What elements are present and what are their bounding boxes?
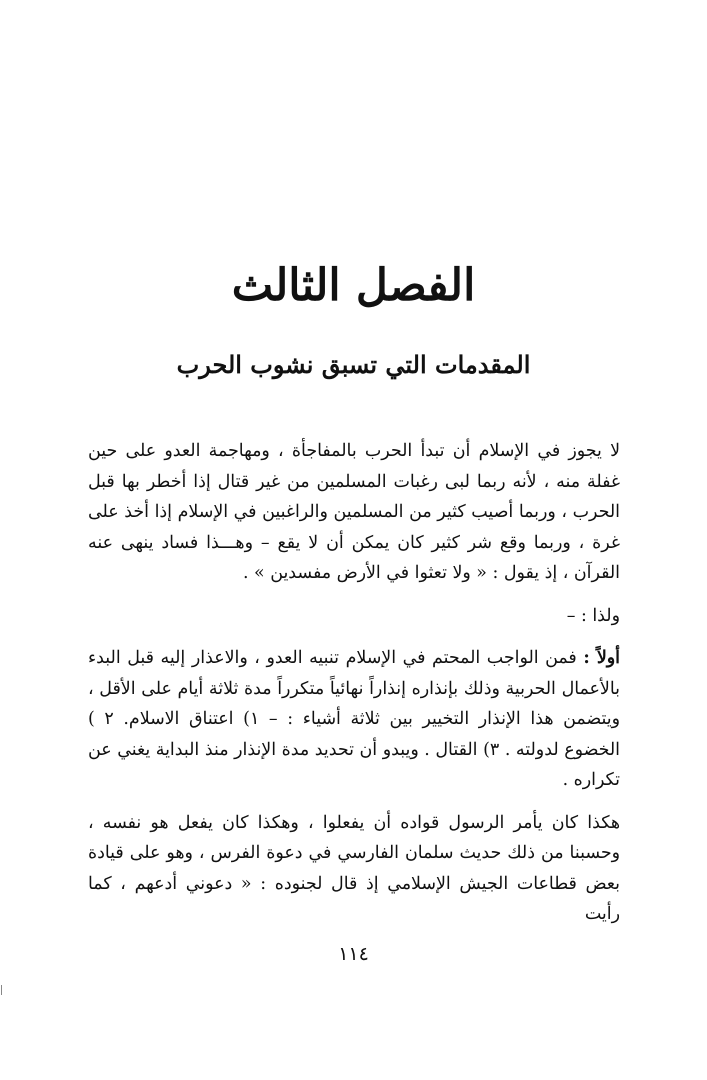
- paragraph-3-lead: أولاً :: [583, 648, 620, 668]
- paragraph-2: [88, 601, 620, 632]
- page-number: ١١٤: [338, 943, 369, 965]
- chapter-subtitle: المقدمات التي تسبق نشوب الحرب: [176, 350, 531, 379]
- paragraph-1: [88, 436, 620, 589]
- paragraph-4: [88, 808, 620, 930]
- page-edge-mark: [1, 985, 2, 995]
- paragraph-3: [88, 643, 620, 796]
- paragraph-2-text: ولذا : –: [566, 605, 620, 626]
- paragraph-3-text: فمن الواجب المحتم في الإسلام تنبيه العدو ، والاعذار إليه قبل البدء بالأعمال الحربية وذلك بإنذاره إنذاراً نهائياً متكرراً مدة ثلاثة أيام على الأقل ، ويتضمن هذا الإنذار التخيير بين ثلاثة أشياء : – ١) اعتناق الاسلام. ٢ ) الخضوع لدولته . ٣) القتال . ويبدو أن تحديد مدة الإنذار منذ البداية يغني عن تكراره .: [88, 648, 621, 790]
- paragraph-4-text: هكذا كان يأمر الرسول قواده أن يفعلوا ، وهكذا كان يفعل هو نفسه ، وحسبنا من ذلك حديث سلمان الفارسي في دعوة الفرس ، وهو على قيادة بعض قطاعات الجيش الإسلامي إذ قال لجنوده : « دعوني أدعهم ، كما رأيت: [88, 812, 620, 924]
- body-text: [88, 436, 620, 942]
- chapter-title: الفصل الثالث: [231, 260, 476, 311]
- paragraph-1-text: لا يجوز في الإسلام أن تبدأ الحرب بالمفاجأة ، ومهاجمة العدو على حين غفلة منه ، لأنه ربما لبى رغبات المسلمين من غير قتال إذا أخطر بها قبل الحرب ، وربما أصيب كثير من المسلمين والراغبين في الإسلام إذا أخذ على غرة ، وربما وقع شر كثير كان يمكن أن لا يقع – وهـــذا فساد ينهى عنه القرآن ، إذ يقول : « ولا تعثوا في الأرض مفسدين » .: [88, 441, 620, 583]
